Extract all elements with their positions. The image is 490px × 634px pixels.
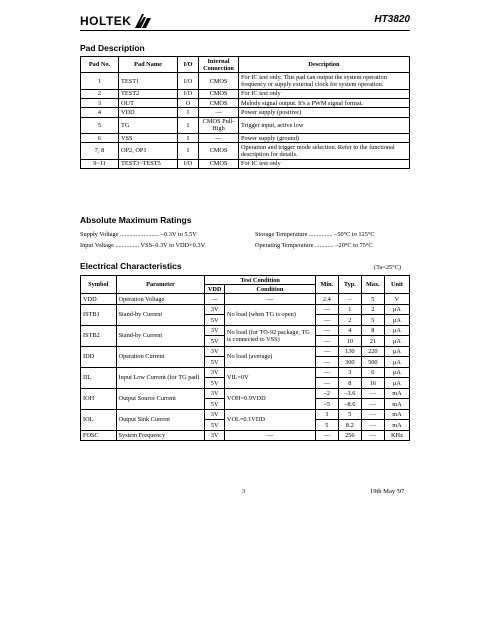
unit-cell: μA [384, 378, 409, 389]
pad-name-cell: TEST1 [119, 73, 178, 89]
min-cell: — [315, 325, 338, 336]
pad-table-row [81, 73, 410, 89]
pad-description-cell: For IC test only [239, 89, 410, 98]
min-cell: — [315, 357, 338, 368]
storage-temperature-rating: Storage Temperature ............... –50°C to 125°C [255, 231, 375, 238]
ambient-condition-note: (Ta=25°C) [374, 264, 401, 271]
pad-table-body [81, 73, 410, 169]
pad-no-cell: 2 [81, 89, 119, 98]
ec-col-test-condition: Test Condition [205, 276, 315, 285]
min-cell: — [315, 346, 338, 357]
logo-text: HOLTEK [80, 14, 132, 28]
ec-col-unit: Unit [384, 276, 409, 294]
min-cell: –2 [315, 388, 338, 399]
pad-no-cell: 1 [81, 73, 119, 89]
symbol-cell: IOH [81, 388, 117, 409]
parameter-cell: Output Sink Current [116, 409, 205, 430]
unit-cell: μA [384, 315, 409, 326]
unit-cell: μA [384, 346, 409, 357]
pad-name-cell: TG [119, 117, 178, 133]
holtek-logo [80, 10, 152, 32]
condition-cell: VOL=0.1VDD [224, 409, 315, 430]
condition-cell: No load (for TO-92 package, TG is connected to VSS) [224, 325, 315, 346]
max-cell: — [361, 409, 384, 420]
pad-name-cell: OUT [119, 99, 178, 108]
ec-col-typ: Typ. [338, 276, 361, 294]
max-cell: — [361, 399, 384, 410]
pad-io-cell: I [178, 134, 199, 143]
typ-cell: 8 [338, 378, 361, 389]
typ-cell: –8.6 [338, 399, 361, 410]
pad-internal-connection-cell: CMOS [199, 143, 239, 159]
pad-io-cell: I [178, 143, 199, 159]
pad-no-cell: 7, 8 [81, 143, 119, 159]
vdd-cell: 5V [205, 315, 225, 326]
pad-table-row [81, 134, 410, 143]
part-number: HT3820 [374, 14, 410, 25]
typ-cell: –3.6 [338, 388, 361, 399]
pad-internal-connection-cell: — [199, 134, 239, 143]
min-cell: — [315, 304, 338, 315]
ec-table-row [81, 294, 410, 305]
holtek-logo-icon [134, 13, 152, 29]
typ-cell: 3 [338, 367, 361, 378]
vdd-cell: 5V [205, 336, 225, 347]
unit-cell: μA [384, 336, 409, 347]
parameter-cell: Stand-by Current [116, 325, 205, 346]
typ-cell: 300 [338, 357, 361, 368]
ec-col-condition: Condition [224, 285, 315, 294]
pad-description-cell: For IC test only. This pad can output the system operation frequency or supply external clock for system operation. [239, 73, 410, 89]
ec-table-row [81, 409, 410, 420]
typ-cell: 256 [338, 430, 361, 441]
typ-cell: 130 [338, 346, 361, 357]
pad-io-cell: I/O [178, 73, 199, 89]
electrical-characteristics-table [80, 275, 410, 441]
vdd-cell: 3V [205, 304, 225, 315]
condition-cell: No load (average) [224, 346, 315, 367]
pad-internal-connection-cell: CMOS [199, 73, 239, 89]
parameter-cell: Output Source Current [116, 388, 205, 409]
absolute-maximum-ratings-title: Absolute Maximum Ratings [80, 215, 192, 225]
vdd-cell: 3V [205, 367, 225, 378]
condition-cell: — [224, 430, 315, 441]
min-cell: 3 [315, 409, 338, 420]
pad-no-cell: 5 [81, 117, 119, 133]
ec-table-row [81, 346, 410, 357]
unit-cell: μA [384, 304, 409, 315]
pad-name-cell: TEST2 [119, 89, 178, 98]
parameter-cell: System Frequency [116, 430, 205, 441]
pad-name-cell: VSS [119, 134, 178, 143]
parameter-cell: Input Low Current (for TG pad) [116, 367, 205, 388]
max-cell: 5 [361, 294, 384, 305]
ec-col-min: Min. [315, 276, 338, 294]
typ-cell: 1 [338, 304, 361, 315]
unit-cell: mA [384, 388, 409, 399]
min-cell: –5 [315, 399, 338, 410]
pad-description-cell: Power supply (ground) [239, 134, 410, 143]
pad-io-cell: O [178, 99, 199, 108]
max-cell: — [361, 430, 384, 441]
input-voltage-rating: Input Voltage ............... VSS–0.3V to VDD+0.3V [80, 242, 206, 249]
condition-cell: VIL=0V [224, 367, 315, 388]
vdd-cell: 5V [205, 399, 225, 410]
symbol-cell: ISTB1 [81, 304, 117, 325]
symbol-cell: IDD [81, 346, 117, 367]
pad-table-row [81, 99, 410, 108]
pad-name-cell: VDD [119, 108, 178, 117]
pad-description-cell: Power supply (positive) [239, 108, 410, 117]
pad-table-row [81, 117, 410, 133]
pad-no-cell: 6 [81, 134, 119, 143]
pad-internal-connection-cell: CMOS [199, 89, 239, 98]
typ-cell: 5 [338, 409, 361, 420]
vdd-cell: 3V [205, 346, 225, 357]
condition-cell: — [224, 294, 315, 305]
pad-description-table [80, 56, 410, 169]
pad-no-cell: 9~11 [81, 159, 119, 168]
pad-no-cell: 3 [81, 99, 119, 108]
pad-internal-connection-cell: CMOS [199, 159, 239, 168]
vdd-cell: 5V [205, 420, 225, 431]
pad-io-cell: I [178, 117, 199, 133]
parameter-cell: Stand-by Current [116, 304, 205, 325]
vdd-cell: 3V [205, 325, 225, 336]
ec-table-row [81, 430, 410, 441]
pad-description-cell: Operation and trigger mode selection. Refer to the functional description for details. [239, 143, 410, 159]
pad-name-cell: OP2, OP1 [119, 143, 178, 159]
pad-table-row [81, 143, 410, 159]
pad-io-cell: I/O [178, 89, 199, 98]
unit-cell: KHz [384, 430, 409, 441]
min-cell: — [315, 378, 338, 389]
typ-cell: 10 [338, 336, 361, 347]
pad-table-row [81, 89, 410, 98]
pad-description-title: Pad Description [80, 43, 145, 53]
max-cell: 2 [361, 304, 384, 315]
pad-internal-connection-cell: CMOS Pull-High [199, 117, 239, 133]
symbol-cell: IIL [81, 367, 117, 388]
max-cell: 21 [361, 336, 384, 347]
col-internal-connection: Internal Connection [199, 57, 239, 73]
document-date: 19th May '97 [370, 488, 405, 495]
unit-cell: μA [384, 357, 409, 368]
pad-io-cell: I [178, 108, 199, 117]
symbol-cell: ISTB2 [81, 325, 117, 346]
unit-cell: μA [384, 367, 409, 378]
vdd-cell: 5V [205, 378, 225, 389]
pad-description-cell: Trigger input, active low [239, 117, 410, 133]
min-cell: 5 [315, 420, 338, 431]
symbol-cell: FOSC [81, 430, 117, 441]
symbol-cell: VDD [81, 294, 117, 305]
typ-cell: – [338, 294, 361, 305]
col-description: Description [239, 57, 410, 73]
supply-voltage-rating: Supply Voltage ......................... –0.3V to 5.5V [80, 231, 197, 238]
condition-cell: No load (when TG is open) [224, 304, 315, 325]
ec-col-vdd: VDD [205, 285, 225, 294]
typ-cell: 2 [338, 315, 361, 326]
unit-cell: mA [384, 409, 409, 420]
max-cell: 6 [361, 367, 384, 378]
max-cell: 220 [361, 346, 384, 357]
unit-cell: mA [384, 399, 409, 410]
pad-internal-connection-cell: CMOS [199, 99, 239, 108]
pad-description-cell: For IC test only [239, 159, 410, 168]
pad-table-header [81, 57, 410, 73]
pad-no-cell: 4 [81, 108, 119, 117]
ec-table-row [81, 367, 410, 378]
electrical-characteristics-title: Electrical Characteristics [80, 261, 182, 271]
ec-col-parameter: Parameter [116, 276, 205, 294]
col-pad-no: Pad No. [81, 57, 119, 73]
ec-table-row [81, 304, 410, 315]
ec-col-max: Max. [361, 276, 384, 294]
min-cell: 2.4 [315, 294, 338, 305]
page-number: 3 [242, 488, 246, 495]
ec-table-row [81, 325, 410, 336]
typ-cell: 4 [338, 325, 361, 336]
unit-cell: V [384, 294, 409, 305]
min-cell: — [315, 367, 338, 378]
vdd-cell: 5V [205, 357, 225, 368]
vdd-cell: — [205, 294, 225, 305]
symbol-cell: IOL [81, 409, 117, 430]
condition-cell: VOH=0.9VDD [224, 388, 315, 409]
max-cell: 5 [361, 315, 384, 326]
min-cell: — [315, 336, 338, 347]
ec-col-symbol: Symbol [81, 276, 117, 294]
col-pad-name: Pad Name [119, 57, 178, 73]
min-cell: — [315, 315, 338, 326]
header-rule [80, 30, 410, 31]
pad-io-cell: I/O [178, 159, 199, 168]
ec-header-row-1 [81, 276, 410, 285]
parameter-cell: Operation Current [116, 346, 205, 367]
vdd-cell: 3V [205, 409, 225, 420]
ec-table-row [81, 388, 410, 399]
vdd-cell: 3V [205, 430, 225, 441]
max-cell: 16 [361, 378, 384, 389]
max-cell: 500 [361, 357, 384, 368]
parameter-cell: Operation Voltage [116, 294, 205, 305]
max-cell: — [361, 388, 384, 399]
pad-internal-connection-cell: — [199, 108, 239, 117]
unit-cell: mA [384, 420, 409, 431]
operating-temperature-rating: Operating Temperature ............ –20°C to 75°C [255, 242, 373, 249]
typ-cell: 8.2 [338, 420, 361, 431]
max-cell: — [361, 420, 384, 431]
min-cell: — [315, 430, 338, 441]
pad-table-row [81, 159, 410, 168]
vdd-cell: 3V [205, 388, 225, 399]
pad-table-row [81, 108, 410, 117]
col-io: I/O [178, 57, 199, 73]
unit-cell: μA [384, 325, 409, 336]
ec-table-body [81, 294, 410, 441]
max-cell: 8 [361, 325, 384, 336]
pad-name-cell: TEST3~TEST5 [119, 159, 178, 168]
pad-description-cell: Melody signal output. It's a PWM signal format. [239, 99, 410, 108]
